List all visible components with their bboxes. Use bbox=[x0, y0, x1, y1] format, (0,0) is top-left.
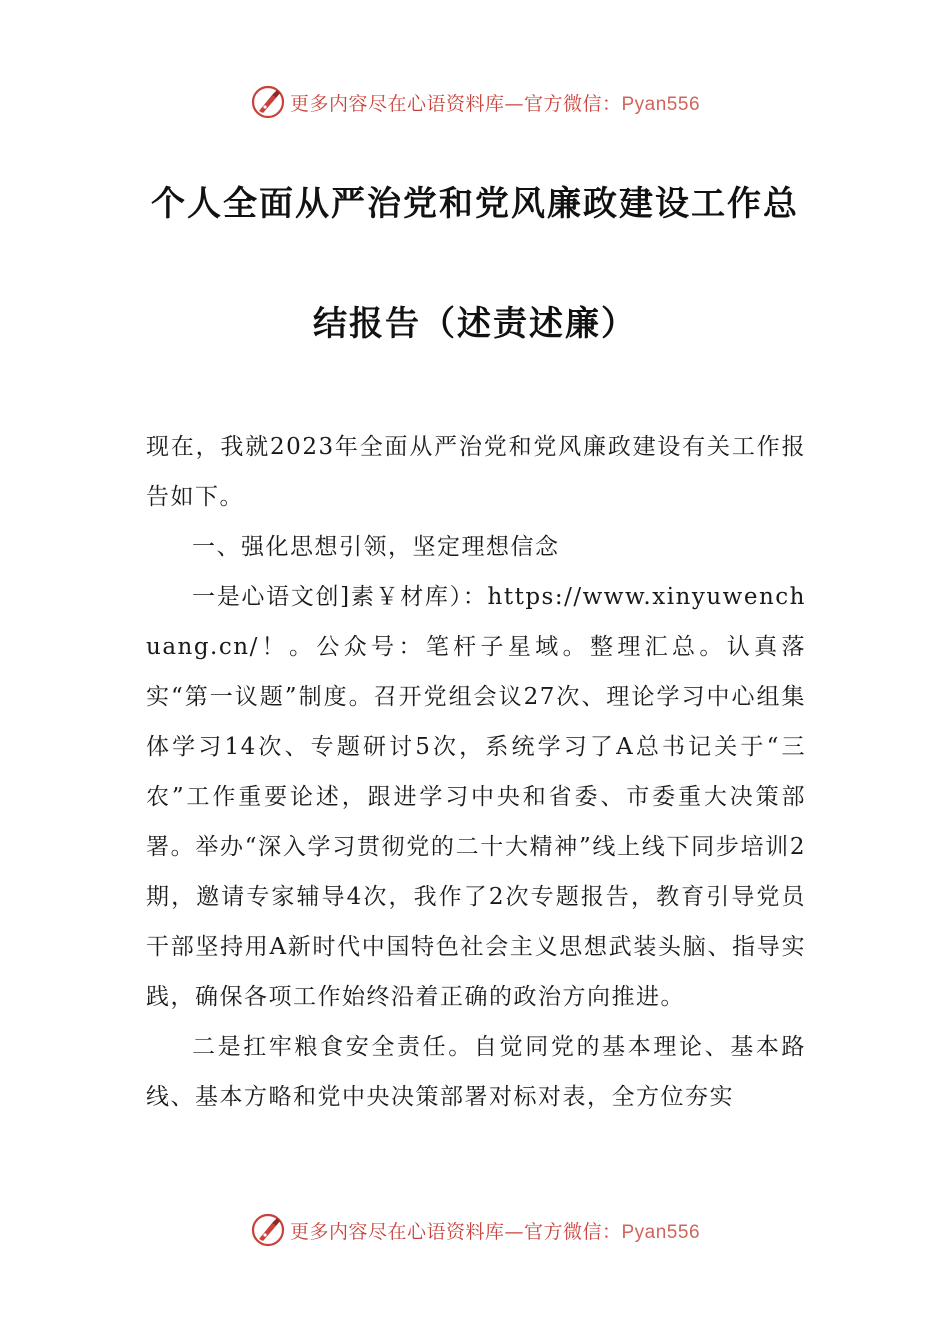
intro-paragraph: 现在，我就2023年全面从严治党和党风廉政建设有关工作报告如下。 bbox=[146, 434, 806, 510]
body-paragraph: 一是心语文创]素￥材库）：https://www.xinyuwenchuang.cn/！。公众号：笔杆子星域。整理汇总。认真落实“第一议题”制度。召开党组会议27次、理论学习中心组集体学习14次、专题研讨5次，系统学习了A总书记关于“三农”工作重要论述，跟进学习中央和省委、市委重大决策部署。举办“深入学习贯彻党的二十大精神”线上线下同步培训2期，邀请专家辅导4次，我作了2次专题报告，教育引导党员干部坚持用A新时代中国特色社会主义思想武装头脑、指导实践，确保各项工作始终沿着正确的政治方向推进。 bbox=[146, 584, 806, 1010]
wechat-id: Pyan556 bbox=[621, 1221, 701, 1243]
watermark-banner-top bbox=[0, 80, 950, 124]
document-body bbox=[146, 422, 806, 1122]
pen-nib-circle-icon bbox=[250, 1212, 286, 1248]
wechat-id: Pyan556 bbox=[621, 93, 701, 115]
watermark-text: 更多内容尽在心语资料库—官方微信：Pyan556 bbox=[289, 92, 701, 115]
watermark-banner-bottom bbox=[0, 1208, 950, 1252]
document-title-line-1: 个人全面从严治党和党风廉政建设工作总 bbox=[151, 184, 799, 224]
section-heading: 一、强化思想引领，坚定理想信念 bbox=[192, 534, 560, 560]
body-paragraph: 二是扛牢粮食安全责任。自觉同党的基本理论、基本路线、基本方略和党中央决策部署对标对表，全方位夯实 bbox=[146, 1034, 806, 1110]
document-title-line-2: 结报告（述责述廉） bbox=[313, 304, 637, 344]
pen-nib-circle-icon bbox=[250, 84, 286, 120]
watermark-text: 更多内容尽在心语资料库—官方微信：Pyan556 bbox=[289, 1220, 701, 1243]
